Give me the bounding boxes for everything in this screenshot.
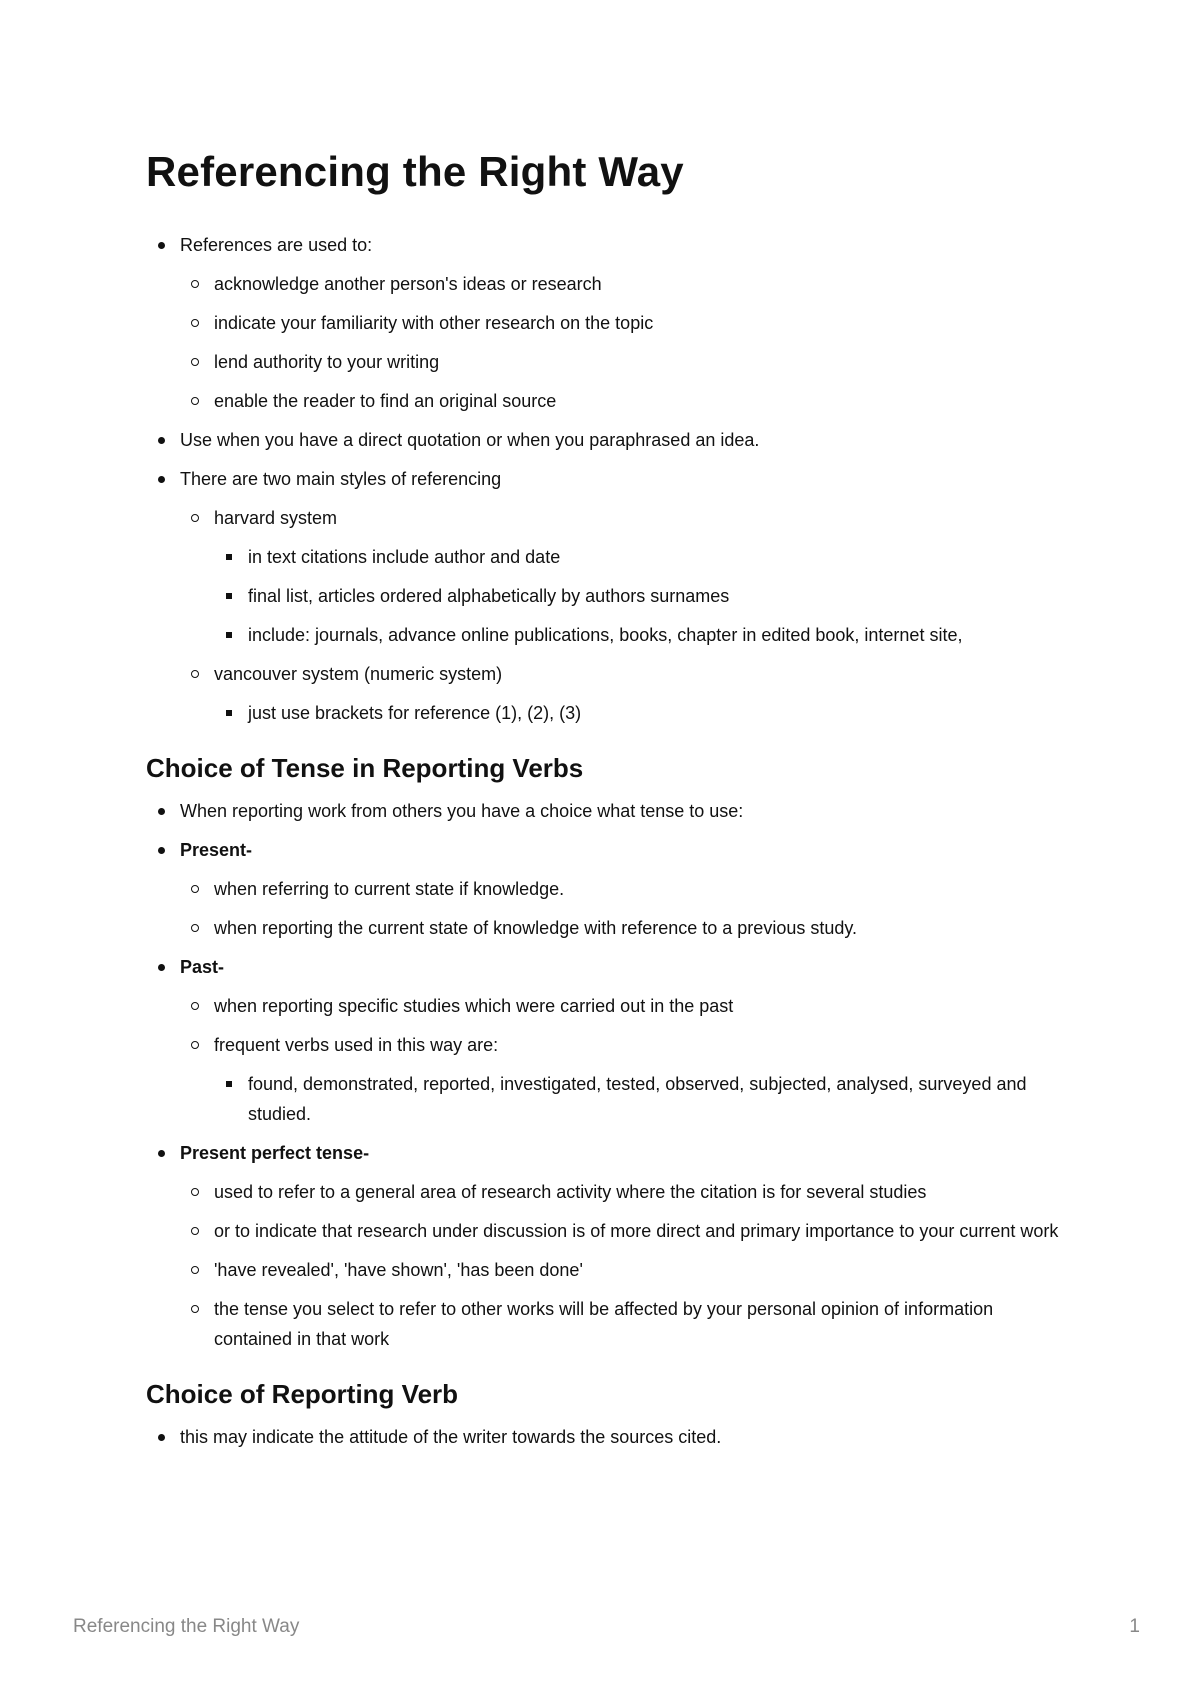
list-item: Use when you have a direct quotation or when you paraphrased an idea. — [146, 425, 1066, 455]
bullet-square-icon — [226, 554, 232, 560]
bullet-circle-icon — [191, 924, 199, 932]
list-item: acknowledge another person's ideas or research — [146, 269, 1066, 299]
bullet-disc-icon — [158, 808, 165, 815]
list-item: Past- — [146, 952, 1066, 982]
bullet-square-icon — [226, 710, 232, 716]
bullet-circle-icon — [191, 1266, 199, 1274]
section-heading-reporting-verb: Choice of Reporting Verb — [146, 1379, 459, 1409]
page-number: 1 — [1129, 1616, 1140, 1637]
bullet-circle-icon — [191, 1305, 199, 1313]
list-item: this may indicate the attitude of the writer towards the sources cited. — [146, 1422, 1066, 1452]
bullet-circle-icon — [191, 1041, 199, 1049]
list-item: References are used to: — [146, 230, 1066, 260]
bullet-disc-icon — [158, 847, 165, 854]
bullet-square-icon — [226, 593, 232, 599]
list-item: found, demonstrated, reported, investigated, tested, observed, subjected, analysed, surveyed and studied. — [146, 1069, 1066, 1129]
list-item: When reporting work from others you have a choice what tense to use: — [146, 796, 1066, 826]
list-item: used to refer to a general area of research activity where the citation is for several studies — [146, 1177, 1066, 1207]
bullet-disc-icon — [158, 1150, 165, 1157]
bullet-disc-icon — [158, 1434, 165, 1441]
list-item: harvard system — [146, 503, 1066, 533]
bullet-circle-icon — [191, 1227, 199, 1235]
list-item: frequent verbs used in this way are: — [146, 1030, 1066, 1060]
bullet-circle-icon — [191, 885, 199, 893]
bullet-circle-icon — [191, 319, 199, 327]
section-heading-tense: Choice of Tense in Reporting Verbs — [146, 753, 584, 783]
tense-list — [146, 796, 1066, 1354]
bullet-disc-icon — [158, 964, 165, 971]
bullet-disc-icon — [158, 437, 165, 444]
list-item: just use brackets for reference (1), (2), (3) — [146, 698, 1066, 728]
list-item: when reporting the current state of knowledge with reference to a previous study. — [146, 913, 1066, 943]
bullet-circle-icon — [191, 514, 199, 522]
referencing-list — [146, 230, 1066, 728]
list-item: enable the reader to find an original source — [146, 386, 1066, 416]
bullet-circle-icon — [191, 1002, 199, 1010]
list-item: when reporting specific studies which were carried out in the past — [146, 991, 1066, 1021]
list-item: lend authority to your writing — [146, 347, 1066, 377]
list-item: include: journals, advance online publications, books, chapter in edited book, internet site, — [146, 620, 1066, 650]
list-item: 'have revealed', 'have shown', 'has been done' — [146, 1255, 1066, 1285]
footer-title: Referencing the Right Way — [73, 1616, 300, 1637]
bullet-disc-icon — [158, 476, 165, 483]
list-item: indicate your familiarity with other research on the topic — [146, 308, 1066, 338]
document-body — [146, 146, 1066, 1461]
bullet-circle-icon — [191, 1188, 199, 1196]
list-item: the tense you select to refer to other works will be affected by your personal opinion of information contained in that work — [146, 1294, 1066, 1354]
bullet-disc-icon — [158, 242, 165, 249]
list-item: or to indicate that research under discussion is of more direct and primary importance to your current work — [146, 1216, 1066, 1246]
list-item: final list, articles ordered alphabetically by authors surnames — [146, 581, 1066, 611]
reporting-verb-list — [146, 1422, 1066, 1452]
list-item: There are two main styles of referencing — [146, 464, 1066, 494]
list-item: Present- — [146, 835, 1066, 865]
bullet-circle-icon — [191, 358, 199, 366]
list-item: in text citations include author and date — [146, 542, 1066, 572]
bullet-square-icon — [226, 632, 232, 638]
bullet-square-icon — [226, 1081, 232, 1087]
bullet-circle-icon — [191, 670, 199, 678]
bullet-circle-icon — [191, 280, 199, 288]
bullet-circle-icon — [191, 397, 199, 405]
page-title: Referencing the Right Way — [146, 148, 684, 195]
list-item: vancouver system (numeric system) — [146, 659, 1066, 689]
list-item: when referring to current state if knowledge. — [146, 874, 1066, 904]
list-item: Present perfect tense- — [146, 1138, 1066, 1168]
